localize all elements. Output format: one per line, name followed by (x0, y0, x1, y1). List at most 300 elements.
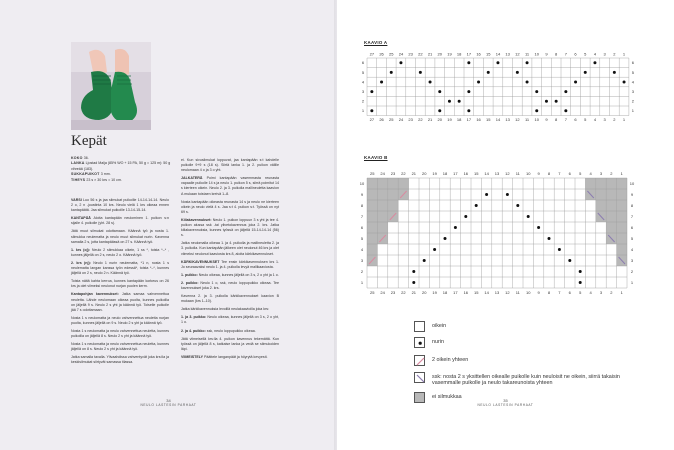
chart-a-purl-dot (429, 81, 432, 84)
chart-b-col-label-top: 20 (421, 171, 427, 176)
chart-b-purl-dot (579, 281, 582, 284)
chart-a-title: KAAVIO A (364, 40, 388, 45)
instruction-paragraph (181, 281, 279, 291)
instruction-heading: KÄRKIKAVENNUKSET (181, 259, 222, 264)
chart-a-col-label-top: 9 (545, 51, 548, 57)
chart-a-row-label-left: 4 (361, 79, 365, 85)
chart-a-purl-dot (564, 109, 567, 112)
chart-a-col-label-top: 16 (476, 51, 481, 57)
chart-b-row-label-left: 1 (360, 279, 364, 285)
instruction-heading: 2. ja 4. puikko: (181, 328, 207, 333)
chart-b-no-stitch-cell (398, 178, 408, 189)
chart-b-no-stitch-cell (367, 211, 377, 222)
chart-a-row-label-right: 3 (631, 89, 635, 94)
chart-a-grid (355, 50, 645, 130)
chart-b-no-stitch-cell (367, 244, 377, 255)
instruction-heading: Kiilakavennukset: (181, 217, 213, 222)
chart-a-col-label-bottom: 27 (369, 117, 375, 123)
chart-b-col-label-bottom: 16 (463, 290, 469, 295)
chart-b-col-label-bottom: 21 (411, 290, 417, 295)
chart-b-no-stitch-cell (617, 189, 627, 200)
chart-a-col-label-bottom: 6 (574, 117, 577, 123)
chart-b-no-stitch-cell (367, 200, 377, 211)
instruction-text: Neulo 2 silmukkaa oikein, 1 ss *, toista *–* , kunnes jäljellä on 2 s, neulo 2 o. Käännä työ. (71, 247, 169, 257)
chart-b-col-label-top: 10 (525, 171, 531, 176)
instruction-text: Kavenna 2. ja 3. puikolla kärkikavennukset kaavion B mukaan (krs 1–10). (181, 294, 279, 304)
chart-b-col-label-bottom: 12 (505, 290, 510, 295)
legend-label-purl: nurin (432, 339, 444, 345)
instruction-paragraph (71, 316, 169, 326)
spec-row (71, 161, 171, 172)
chart-b-col-label-bottom: 9 (537, 290, 540, 295)
chart-b-col-label-bottom: 24 (380, 290, 385, 295)
chart-b-col-label-bottom: 5 (579, 290, 582, 295)
sock-photo-illustration (71, 42, 151, 130)
chart-a-col-label-bottom: 4 (593, 117, 597, 123)
chart-b-no-stitch-cell (377, 178, 387, 189)
chart-a-col-label-top: 7 (564, 51, 567, 57)
chart-b-col-label-top: 16 (463, 171, 469, 176)
chart-a-col-label-top: 2 (613, 51, 616, 57)
spec-label: LANKA (71, 161, 86, 166)
chart-b-row-label-right: 6 (630, 224, 634, 230)
legend-symbol-backslash (414, 372, 425, 383)
chart-a-col-label-bottom: 11 (524, 117, 530, 123)
instructions-column-a (71, 198, 169, 369)
legend-label-knit: oikein (432, 323, 447, 329)
instruction-text: Neulo 1 o, ssk, neulo loppupuikko oikeaa. Tee kavennukset joka 2. krs. (181, 280, 279, 290)
chart-b-purl-dot (423, 259, 426, 262)
instruction-paragraph (71, 342, 169, 352)
chart-b-col-label-top: 12 (505, 171, 510, 176)
chart-a-col-label-bottom: 5 (584, 117, 587, 123)
chart-b-no-stitch-cell (617, 200, 627, 211)
chart-a-col-label-bottom: 1 (622, 117, 626, 123)
instruction-heading: VIIMEISTELY (181, 354, 204, 359)
chart-a-purl-dot (458, 100, 461, 103)
chart-b-col-label-top: 3 (599, 171, 603, 176)
chart-a-purl-dot (467, 109, 470, 112)
chart-a-purl-dot (370, 90, 373, 93)
instruction-text: Nosta 1 s neulomatta ja neulo vahvennettua neuletta nurjan puolta, kunnes jäljellä on 9 s. Neulo 2 s yht ja käännä työ. (71, 315, 169, 325)
instruction-paragraph (71, 229, 169, 244)
chart-b-no-stitch-cell (617, 244, 627, 255)
chart-b-col-label-top: 9 (537, 171, 540, 176)
chart-b-no-stitch-cell (617, 211, 627, 222)
chart-a-col-label-bottom: 21 (427, 117, 433, 123)
chart-a-col-label-top: 24 (398, 51, 404, 57)
spec-label: TIHEYS (71, 177, 87, 182)
chart-b-row-label-right: 10 (629, 180, 635, 186)
chart-a-col-label-top: 21 (427, 51, 433, 57)
chart-b-col-label-top: 4 (589, 171, 592, 176)
chart-b-purl-dot (433, 248, 436, 251)
instruction-text: Aloita kantapään neulominen 1. puikon s:n sijalle 4. puikolle (yht. 28 s). (71, 216, 169, 226)
chart-a-purl-dot (438, 90, 441, 93)
chart-a-col-label-top: 3 (603, 51, 606, 57)
chart-b-col-label-bottom: 7 (558, 290, 561, 295)
chart-a-col-label-bottom: 18 (456, 117, 462, 123)
pattern-title: Kepät (71, 133, 107, 149)
instruction-text: Päättele langanpäät ja höyrytä kevyesti. (203, 354, 268, 359)
instruction-heading: 2. krs (nj): (71, 260, 94, 265)
chart-a-purl-dot (438, 109, 441, 112)
legend-label-no-stitch: ei silmukkaa (432, 394, 462, 400)
chart-b-row-label-right: 5 (630, 235, 634, 241)
chart-a-col-label-top: 20 (437, 51, 442, 57)
left-folio-text: NEULO LASTESIN PARHAAT (140, 403, 197, 407)
chart-a-col-label-bottom: 22 (418, 117, 423, 123)
chart-a-col-label-top: 13 (505, 51, 510, 57)
chart-b-no-stitch-cell (617, 233, 627, 244)
instruction-paragraph (181, 200, 279, 215)
chart-b-row-label-right: 1 (630, 279, 634, 285)
chart-b-row-label-left: 9 (360, 191, 364, 197)
instruction-paragraph (181, 241, 279, 256)
chart-a-col-label-top: 6 (574, 51, 577, 57)
chart-b-col-label-top: 22 (401, 171, 406, 176)
chart-b-col-label-bottom: 17 (453, 290, 458, 295)
chart-a-purl-dot (467, 90, 470, 93)
spec-value: Ljostad Malja (85% WO + 15 PA, 50 g = 125 m): 50 g vihreää (183). (71, 161, 171, 171)
chart-b-col-label-bottom: 23 (390, 290, 396, 295)
chart-a-col-label-bottom: 15 (486, 117, 491, 123)
chart-a-col-label-bottom: 20 (437, 117, 442, 123)
chart-b-col-label-top: 21 (411, 171, 417, 176)
chart-b-no-stitch-cell (606, 178, 616, 189)
chart-a-col-label-bottom: 12 (515, 117, 520, 123)
chart-b-no-stitch-cell (367, 189, 377, 200)
chart-b-col-label-top: 23 (390, 171, 396, 176)
chart-a-purl-dot (399, 61, 402, 64)
chart-b-col-label-top: 19 (432, 171, 437, 176)
legend-symbol-dot (414, 337, 425, 348)
chart-a-purl-dot (555, 100, 558, 103)
chart-b-no-stitch-cell (377, 211, 387, 222)
right-page-number: 35 (503, 398, 508, 403)
chart-b-purl-dot (527, 215, 530, 218)
instruction-heading: JALKATERÄ (181, 176, 207, 181)
chart-a-purl-dot (593, 61, 596, 64)
instruction-text: Tee ensin kärkikavennuksen krs 1. Jo seuraavaksi neulo 1. ja 4. puikolla levyä mallikaaviosta. (181, 259, 279, 269)
chart-b-purl-dot (444, 237, 447, 240)
chart-a-col-label-top: 17 (466, 51, 472, 57)
chart-b-col-label-top: 15 (473, 171, 479, 176)
instruction-paragraph (71, 261, 169, 276)
chart-b-no-stitch-cell (388, 189, 398, 200)
chart-b-purl-dot (454, 226, 457, 229)
instruction-heading: 1. puikko: (181, 272, 199, 277)
left-folio (0, 398, 337, 408)
chart-a-col-label-bottom: 25 (389, 117, 394, 123)
chart-a-purl-dot (390, 71, 393, 74)
chart-b-col-label-top: 5 (579, 171, 582, 176)
slash-icon (415, 356, 426, 367)
chart-a-purl-dot (526, 81, 529, 84)
instruction-paragraph (181, 218, 279, 238)
chart-a-row-label-left: 2 (361, 98, 365, 104)
chart-b-col-label-top: 14 (484, 171, 489, 176)
instruction-text: Jatka neulomalla oikeaa 1. ja 4. puikolla ja mallineuletta 2. ja 3. puikolla. Kun kantapään jälkeen olet neulonut 46 krs ja olet viimeksi neulonut kaaviosta krs 8, aloita kärkikavennukset. (181, 241, 279, 256)
chart-a-col-label-bottom: 14 (495, 117, 501, 123)
chart-a-purl-dot (487, 71, 490, 74)
left-page-number: 34 (166, 398, 171, 403)
chart-b-grid (355, 168, 645, 300)
chart-b-col-label-bottom: 19 (432, 290, 437, 295)
instruction-paragraph (71, 292, 169, 312)
instruction-paragraph (71, 216, 169, 226)
chart-b-col-label-bottom: 3 (599, 290, 603, 295)
chart-b-purl-dot (558, 248, 561, 251)
chart-b-no-stitch-cell (617, 222, 627, 233)
chart-a-purl-dot (613, 71, 616, 74)
instruction-paragraph (71, 329, 169, 339)
chart-b-col-label-bottom: 20 (421, 290, 427, 295)
chart-b-row-label-left: 7 (360, 213, 364, 219)
chart-a-purl-dot (564, 90, 567, 93)
instruction-paragraph (181, 273, 279, 278)
instruction-text: Jätä muut silmukat odottamaan. Käännä työ ja nosta 1. silmukka neulematta ja neulo muut silmukat nurin. Kavenna samalla 2 s, jotta kantapäässä on 27 s. Käännä työ. (71, 229, 169, 244)
spec-row (71, 178, 171, 183)
chart-b-purl-dot (548, 237, 551, 240)
instruction-text: Nosta 1 s neulomatta ja neulo vahvennettua neuletta, kunnes puikoilla on jäljellä 8 s. Neulo 2 s yht ja käännä työ. (71, 328, 169, 339)
chart-b-col-label-top: 7 (558, 171, 561, 176)
sock-photo (71, 42, 151, 130)
chart-b-col-label-top: 25 (369, 171, 375, 176)
chart-b-no-stitch-cell (367, 222, 377, 233)
chart-a-col-label-top: 22 (418, 51, 423, 57)
chart-a-col-label-bottom: 16 (476, 117, 481, 123)
chart-b-purl-dot (464, 215, 467, 218)
chart-a-purl-dot (370, 109, 373, 112)
pattern-specs (71, 156, 171, 183)
chart-a-purl-dot (477, 81, 480, 84)
chart-b-col-label-bottom: 18 (442, 290, 448, 295)
spec-label: KOKO (71, 156, 84, 160)
chart-b-col-label-bottom: 8 (547, 290, 551, 295)
chart-a-col-label-top: 11 (524, 51, 530, 57)
chart-a-purl-dot (526, 61, 529, 64)
instruction-text: ei. Kun sivusilmukat loppuvat, jaa kantapään s:t kahdelle puikolle 9+9 s (18 s). Siirtä lanka 1. ja 2. puikon välille neulomaan 4 o ja 3 o yht. (181, 158, 279, 173)
instruction-heading: 2. puikko: (181, 280, 201, 285)
dot-icon (415, 338, 426, 349)
chart-b-col-label-bottom: 13 (494, 290, 500, 295)
chart-b-purl-dot (412, 270, 415, 273)
instruction-text: Nosta 1 s neulomatta ja neulo vahvennettua neuletta, kunnes jäljellä on 8 s. Neulo 2 s yht ja käännä työ. (71, 342, 169, 352)
chart-b-row-label-right: 3 (630, 257, 634, 263)
backslash-icon (415, 373, 426, 384)
chart-b-col-label-top: 8 (547, 171, 551, 176)
chart-b-col-label-bottom: 11 (515, 290, 520, 295)
chart-a-purl-dot (467, 61, 470, 64)
chart-a-purl-dot (545, 100, 548, 103)
chart-b-row-label-left: 8 (360, 202, 364, 208)
spec-value: 23 s × 30 krs = 10 cm. (86, 177, 122, 182)
chart-a-col-label-bottom: 2 (613, 117, 616, 123)
instruction-paragraph (71, 355, 169, 365)
instruction-paragraph (71, 248, 169, 258)
chart-a-purl-dot (623, 81, 626, 84)
chart-b-row-label-right: 7 (630, 213, 634, 219)
chart-b-no-stitch-cell (367, 178, 377, 189)
instruction-paragraph (181, 307, 279, 312)
chart-a-purl-dot (496, 61, 499, 64)
chart-b-row-label-left: 10 (359, 180, 365, 186)
chart-a-col-label-bottom: 23 (408, 117, 413, 123)
chart-a-col-label-top: 25 (389, 51, 394, 57)
chart-b-no-stitch-cell (388, 178, 398, 189)
instruction-paragraph (71, 279, 169, 289)
instruction-text: Luo 56 s ja jaa silmukat puikoille 14-14-14-14. Neulo 2 o, 2 n -joustinta 10 krs. Neulo vielä 1 krs oikeaa ennen kantapäätä. Jaa silmukat puikoille 13-14-15-14. (71, 198, 169, 213)
instruction-heading: VARSI (71, 198, 84, 202)
spec-label: SUKKAPUIKOT (71, 172, 101, 177)
chart-a-row-label-right: 5 (631, 69, 635, 75)
chart-a-col-label-bottom: 13 (505, 117, 510, 123)
instruction-paragraph (181, 315, 279, 325)
chart-b-purl-dot (579, 270, 582, 273)
chart-a-col-label-bottom: 24 (398, 117, 404, 123)
instruction-text: Poimi kantapään vasemmasta reunasta vapaalle puikolle 14 s ja neulo 1. puikon 5 s, siirrä poimitut 14 s kierteen oikein. Neulo 2. ja 3. puikolla mallineuletta kaavion A mukaan toistaen kreivä 1–8. (181, 176, 279, 196)
chart-b-purl-dot (485, 193, 488, 196)
chart-b-no-stitch-cell (367, 233, 377, 244)
chart-a-row-label-left: 3 (361, 89, 365, 94)
instruction-text: Neulo 1 nurin neulematta, *1 n, nosta 1 s neulematta langan kanssa työn edessä*, toista *–*, kunnes jäljellä on 2 s, neulo 2 n. Käännä työ. (71, 260, 169, 276)
chart-a-col-label-bottom: 9 (545, 117, 548, 123)
instruction-paragraph (181, 355, 279, 360)
chart-a-col-label-top: 27 (369, 51, 375, 57)
legend-label-ssk: ssk: nosta 2 s yksittellen oikealle puikolle kuin neuloisit ne oikein, siirrä takaisin vasemmalle puikolle ja neulo takareunoista yhteen (432, 374, 620, 386)
chart-b-col-label-top: 11 (515, 171, 520, 176)
chart-a-col-label-bottom: 8 (555, 117, 558, 123)
chart-b-no-stitch-cell (388, 200, 398, 211)
instruction-text: Nosta kantapään oikeasta reunasta 14 s ja neulo ne kierteen oikein ja neulo vielä 4 s. Jaa s:t 4. puikon s:t. Työssä on nyt 69 s. (181, 199, 279, 214)
chart-b-no-stitch-cell (606, 200, 616, 211)
instruction-text: ssk, neulo loppupuikko oikeaa. (206, 328, 256, 333)
legend-symbol-empty (414, 321, 425, 332)
chart-b-no-stitch-cell (596, 178, 606, 189)
chart-b-purl-dot (516, 204, 519, 207)
chart-b-row-label-left: 5 (360, 235, 364, 241)
chart-b-row-label-right: 8 (630, 202, 634, 208)
chart-b-col-label-bottom: 22 (401, 290, 406, 295)
chart-a-col-label-bottom: 3 (603, 117, 606, 123)
chart-a-col-label-top: 19 (447, 51, 452, 57)
chart-a-row-label-right: 2 (631, 98, 635, 104)
legend-symbol-slash (414, 355, 425, 366)
chart-b-no-stitch-cell (377, 200, 387, 211)
chart-a-row-label-right: 1 (631, 108, 635, 114)
chart-b-row-label-right: 2 (630, 268, 634, 274)
chart-a-purl-dot (535, 109, 538, 112)
chart-a-purl-dot (419, 71, 422, 74)
chart-a-row-label-left: 6 (361, 60, 365, 66)
instruction-paragraph (181, 260, 279, 270)
chart-a-purl-dot (516, 71, 519, 74)
chart-b-col-label-bottom: 15 (473, 290, 479, 295)
chart-b-col-label-bottom: 14 (484, 290, 489, 295)
instruction-paragraph (181, 176, 279, 196)
chart-a-col-label-top: 15 (486, 51, 491, 57)
instruction-text: Jatka kärkikavennuksia levoillä neulakaavioilla joka krs: (181, 307, 270, 312)
chart-a-row-label-left: 5 (361, 69, 365, 75)
chart-b-no-stitch-cell (377, 222, 387, 233)
chart-a-col-label-bottom: 7 (564, 117, 567, 123)
chart-a-col-label-bottom: 26 (379, 117, 384, 123)
chart-a-col-label-top: 8 (555, 51, 558, 57)
chart-b-col-label-top: 2 (610, 171, 613, 176)
chart-b-purl-dot (412, 281, 415, 284)
chart-b-col-label-top: 17 (453, 171, 458, 176)
chart-a-purl-dot (584, 71, 587, 74)
chart-a-col-label-bottom: 17 (466, 117, 472, 123)
chart-a-col-label-top: 12 (515, 51, 520, 57)
chart-b-row-label-right: 4 (630, 246, 634, 252)
spec-value: 3 mm. (100, 172, 111, 177)
chart-b-purl-dot (537, 226, 540, 229)
instruction-heading: 1. krs (oj): (71, 247, 92, 252)
chart-b-no-stitch-cell (596, 200, 606, 211)
chart-b-no-stitch-cell (617, 178, 627, 189)
chart-b-col-label-bottom: 25 (369, 290, 375, 295)
instruction-paragraph (181, 158, 279, 173)
instruction-heading: KANTAPÄÄ (71, 216, 94, 221)
instructions-column-b (181, 158, 279, 363)
instruction-paragraph (181, 337, 279, 352)
chart-b-col-label-bottom: 1 (620, 290, 623, 295)
chart-b-no-stitch-cell (606, 222, 616, 233)
right-folio-text: NEULO LASTESIN PARHAAT (477, 403, 534, 407)
chart-b-row-label-left: 3 (360, 257, 364, 263)
chart-b-title: KAAVIO B (364, 155, 388, 160)
instruction-text: Jatka samaa vahvennettua neuletta. Lähde neulomaan oikeaa puolta, kunnes puikoilla on jäljellä 9 s. Neulo 2 s yht ja käännä työ. Toiselle puikolle jää 7 s odottamaan. (71, 292, 169, 312)
chart-b-col-label-top: 24 (380, 171, 385, 176)
chart-b-purl-dot (568, 259, 571, 262)
chart-b-purl-dot (475, 204, 478, 207)
chart-b-no-stitch-cell (585, 178, 595, 189)
chart-b-row-label-left: 4 (360, 246, 364, 252)
instruction-text: Neulo oikeaa, kunnes jäljellä on 3 s, 2 o yht ja 1 o. (198, 272, 279, 277)
chart-a-row-label-left: 1 (361, 108, 365, 114)
instruction-paragraph (181, 329, 279, 334)
instruction-text: Toista näitä kahta kerroa, kunnes kantapään korkeus on 26 krs ja olet viimeksi neulonut nurjan puolen kerrn. (71, 279, 169, 289)
legend-label-k2tog: 2 oikein yhteen (432, 357, 469, 363)
chart-a-col-label-top: 5 (584, 51, 587, 57)
chart-a-col-label-bottom: 19 (447, 117, 452, 123)
chart-a-col-label-bottom: 10 (534, 117, 539, 123)
chart-b-col-label-top: 6 (568, 171, 571, 176)
chart-b-purl-dot (506, 193, 509, 196)
instruction-paragraph (181, 294, 279, 304)
chart-a-purl-dot (448, 100, 451, 103)
chart-b-row-label-left: 2 (360, 268, 364, 274)
spec-value: 36. (83, 156, 89, 160)
chart-a-col-label-top: 1 (622, 51, 626, 57)
chart-b-col-label-bottom: 10 (525, 290, 531, 295)
chart-a-row-label-right: 6 (631, 60, 635, 66)
chart-a-col-label-top: 18 (456, 51, 462, 57)
instruction-text: Neulo 1. puikon loppuun 3 s yht ja tee 4. puikon alussa ssk -tai ylivetokavennus joka 2. krs. Jatka kiilakavennuksia, kunnes työssä on jäljellä 15-14-14-14 (56) s. (181, 217, 279, 238)
chart-a-purl-dot (380, 81, 383, 84)
legend-symbol-gray (414, 392, 425, 403)
chart-b-no-stitch-cell (377, 189, 387, 200)
chart-b-col-label-bottom: 2 (610, 290, 613, 295)
instruction-heading: Kantapohjan kavennukset: (71, 292, 122, 297)
chart-a-purl-dot (535, 90, 538, 93)
chart-b-no-stitch-cell (606, 189, 616, 200)
chart-a-col-label-top: 14 (495, 51, 501, 57)
instruction-heading: 1. ja 3. puikko: (181, 315, 208, 320)
chart-b-row-label-right: 9 (630, 191, 634, 197)
